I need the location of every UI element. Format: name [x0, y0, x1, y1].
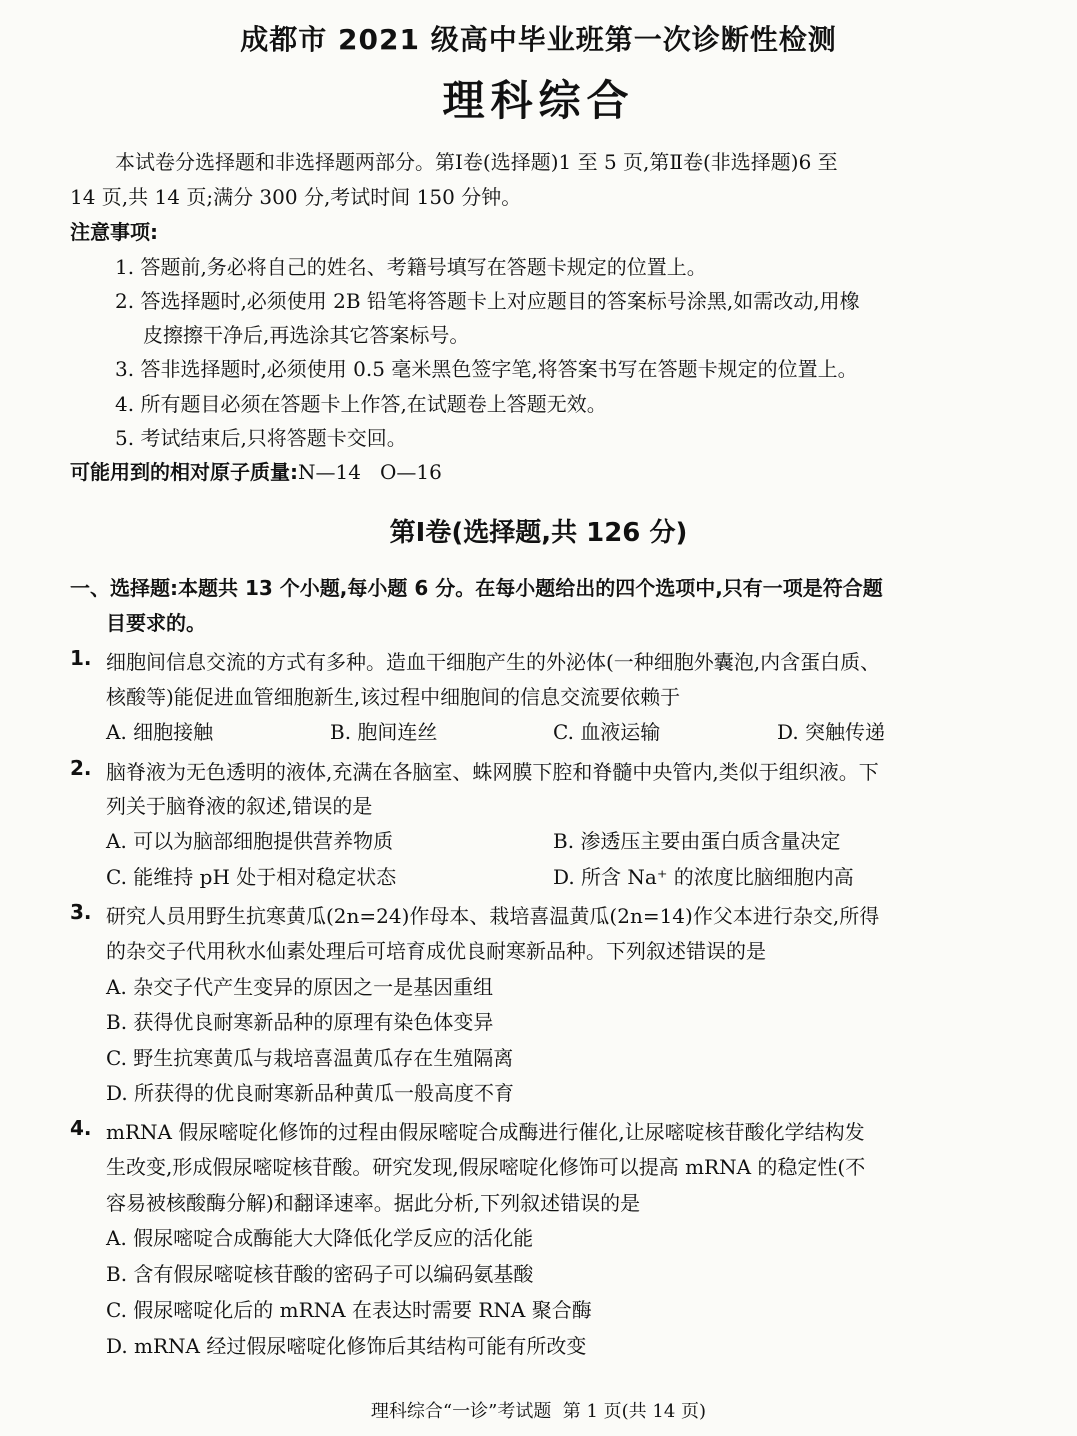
- question-stem: 细胞间信息交流的方式有多种。造血干细胞产生的外泌体(一种细胞外囊泡,内含蛋白质、: [106, 650, 881, 674]
- question-number: 1.: [70, 646, 92, 670]
- option-a: A. 可以为脑部细胞提供营养物质: [106, 829, 394, 853]
- option-b: B. 胞间连丝: [330, 720, 438, 744]
- intro-line-1: 本试卷分选择题和非选择题两部分。第Ⅰ卷(选择题)1 至 5 页,第Ⅱ卷(非选择题)6 至: [115, 150, 838, 174]
- subject-title: 理科综合: [442, 76, 635, 125]
- question-number: 3.: [70, 900, 92, 924]
- question-stem: 容易被核酸酶分解)和翻译速率。据此分析,下列叙述错误的是: [106, 1191, 641, 1215]
- atomic-mass-values: N—14 O—16: [298, 460, 442, 484]
- question-stem: 生改变,形成假尿嘧啶核苷酸。研究发现,假尿嘧啶化修饰可以提高 mRNA 的稳定性(不: [106, 1155, 866, 1179]
- option-b: B. 渗透压主要由蛋白质含量决定: [553, 829, 841, 853]
- note-item: 2. 答选择题时,必须使用 2B 铅笔将答题卡上对应题目的答案标号涂黑,如需改动,用橡: [115, 289, 860, 313]
- option-d: D. mRNA 经过假尿嘧啶化修饰后其结构可能有所改变: [106, 1334, 587, 1358]
- page-footer: 理科综合“一诊”考试题 第 1 页(共 14 页): [370, 1401, 707, 1422]
- option-a: A. 假尿嘧啶合成酶能大大降低化学反应的活化能: [106, 1226, 534, 1250]
- option-d: D. 突触传递: [777, 720, 886, 744]
- option-c: C. 血液运输: [553, 720, 661, 744]
- section-title: 第Ⅰ卷(选择题,共 126 分): [389, 518, 688, 548]
- option-b: B. 获得优良耐寒新品种的原理有染色体变异: [106, 1010, 494, 1034]
- section-instruction-line-1: 一、选择题:本题共 13 个小题,每小题 6 分。在每小题给出的四个选项中,只有一项是符合题: [70, 576, 883, 600]
- question-stem: 脑脊液为无色透明的液体,充满在各脑室、蛛网膜下腔和脊髓中央管内,类似于组织液。下: [106, 760, 879, 784]
- option-c: C. 能维持 pH 处于相对稳定状态: [106, 865, 397, 889]
- note-item: 4. 所有题目必须在答题卡上作答,在试题卷上答题无效。: [115, 392, 607, 416]
- intro-line-2: 14 页,共 14 页;满分 300 分,考试时间 150 分钟。: [70, 185, 522, 209]
- option-d: D. 所含 Na⁺ 的浓度比脑细胞内高: [553, 865, 854, 889]
- question-stem: mRNA 假尿嘧啶化修饰的过程由假尿嘧啶合成酶进行催化,让尿嘧啶核苷酸化学结构发: [106, 1120, 865, 1144]
- option-c: C. 野生抗寒黄瓜与栽培喜温黄瓜存在生殖隔离: [106, 1046, 514, 1070]
- option-a: A. 细胞接触: [106, 720, 214, 744]
- option-c: C. 假尿嘧啶化后的 mRNA 在表达时需要 RNA 聚合酶: [106, 1298, 592, 1322]
- option-d: D. 所获得的优良耐寒新品种黄瓜一般高度不育: [106, 1081, 515, 1105]
- question-stem: 的杂交子代用秋水仙素处理后可培育成优良耐寒新品种。下列叙述错误的是: [106, 939, 766, 963]
- atomic-mass-line: [70, 456, 442, 485]
- note-item: 3. 答非选择题时,必须使用 0.5 毫米黑色签字笔,将答案书写在答题卡规定的位置上。: [115, 357, 858, 381]
- note-item-continuation: 皮擦擦干净后,再选涂其它答案标号。: [143, 323, 470, 347]
- section-instruction-line-2: 目要求的。: [106, 611, 206, 635]
- notes-heading: 注意事项:: [70, 220, 158, 244]
- atomic-mass-label: 可能用到的相对原子质量:: [70, 460, 298, 484]
- question-stem: 研究人员用野生抗寒黄瓜(2n=24)作母本、栽培喜温黄瓜(2n=14)作父本进行杂交,所得: [106, 904, 880, 928]
- option-b: B. 含有假尿嘧啶核苷酸的密码子可以编码氨基酸: [106, 1262, 534, 1286]
- note-item: 5. 考试结束后,只将答题卡交回。: [115, 426, 407, 450]
- note-item: 1. 答题前,务必将自己的姓名、考籍号填写在答题卡规定的位置上。: [115, 255, 707, 279]
- option-a: A. 杂交子代产生变异的原因之一是基因重组: [106, 975, 494, 999]
- question-stem: 核酸等)能促进血管细胞新生,该过程中细胞间的信息交流要依赖于: [106, 685, 681, 709]
- question-stem: 列关于脑脊液的叙述,错误的是: [106, 794, 373, 818]
- question-number: 2.: [70, 756, 92, 780]
- question-number: 4.: [70, 1116, 92, 1140]
- exam-title: 成都市 2021 级高中毕业班第一次诊断性检测: [240, 23, 837, 56]
